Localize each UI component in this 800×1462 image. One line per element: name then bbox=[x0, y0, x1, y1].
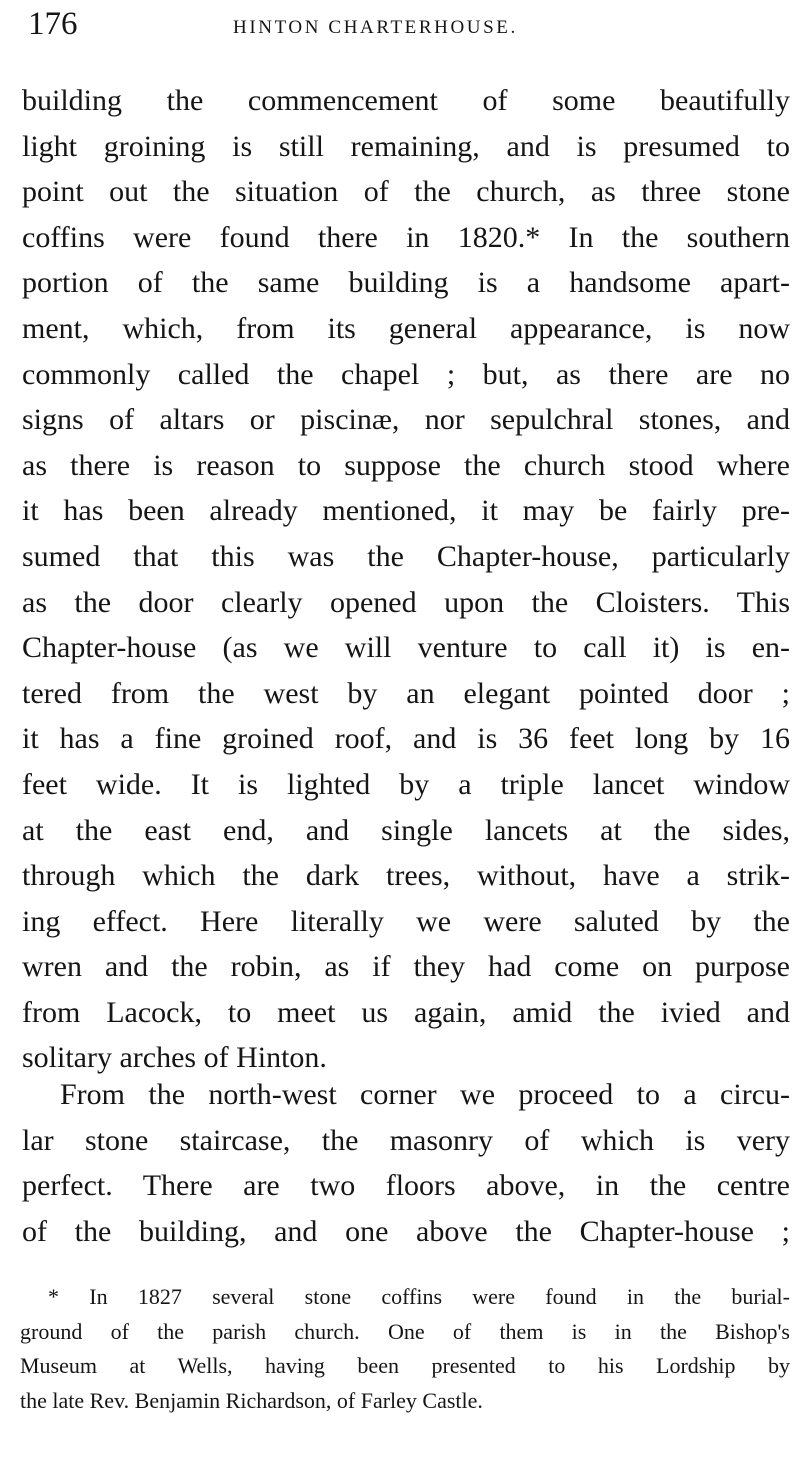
text-line: portion of the same building is a handsome apart- bbox=[22, 266, 790, 300]
text-line: perfect. There are two floors above, in the centre bbox=[22, 1169, 790, 1203]
text-line: commonly called the chapel ; but, as there are no bbox=[22, 357, 790, 391]
text-line: Chapter-house (as we will venture to call it) is en- bbox=[22, 631, 790, 665]
text-line: wren and the robin, as if they had come on purpose bbox=[22, 950, 790, 984]
text-line: building the commencement of some beautifully bbox=[22, 84, 790, 117]
text-line: coffins were found there in 1820.* In the southern bbox=[22, 220, 790, 254]
footnote-line: * In 1827 several stone coffins were found in the burial- bbox=[48, 1284, 790, 1309]
text-line: sumed that this was the Chapter-house, particularly bbox=[22, 539, 790, 573]
text-line: point out the situation of the church, as three stone bbox=[22, 175, 790, 209]
text-line: at the east end, and single lancets at the sides, bbox=[22, 813, 790, 847]
page-number: 176 bbox=[28, 6, 78, 42]
text-line: tered from the west by an elegant pointed door ; bbox=[22, 676, 790, 710]
footnote-line: ground of the parish church. One of them is in the Bishop's bbox=[20, 1318, 790, 1344]
text-line: from Lacock, to meet us again, amid the ivied and bbox=[22, 995, 790, 1029]
text-line: ing effect. Here literally we were saluted by the bbox=[22, 904, 790, 938]
text-line: as the door clearly opened upon the Cloisters. This bbox=[22, 585, 790, 619]
text-line: of the building, and one above the Chapter-house ; bbox=[22, 1214, 790, 1248]
text-line: it has been already mentioned, it may be fairly pre- bbox=[22, 494, 790, 528]
running-head: HINTON CHARTERHOUSE. bbox=[233, 17, 518, 38]
text-line: signs of altars or piscinæ, nor sepulchral stones, and bbox=[22, 403, 790, 437]
text-line: light groining is still remaining, and is presumed to bbox=[22, 129, 790, 163]
text-line: lar stone staircase, the masonry of which is very bbox=[22, 1123, 790, 1157]
text-line: it has a fine groined roof, and is 36 feet long by 16 bbox=[22, 722, 790, 756]
footnote-line: Museum at Wells, having been presented to his Lordship by bbox=[20, 1353, 790, 1378]
text-line: feet wide. It is lighted by a triple lancet window bbox=[22, 767, 790, 801]
page-header bbox=[28, 2, 788, 46]
footnote bbox=[20, 1280, 790, 1418]
text-line: From the north-west corner we proceed to a circu- bbox=[60, 1078, 790, 1111]
paragraph-2 bbox=[22, 1072, 790, 1254]
paragraph-1 bbox=[22, 78, 790, 1081]
footnote-line: the late Rev. Benjamin Richardson, of Farley Castle. bbox=[20, 1387, 483, 1413]
text-line: as there is reason to suppose the church stood where bbox=[22, 448, 790, 482]
text-line: ment, which, from its general appearance, is now bbox=[22, 311, 790, 345]
text-line: through which the dark trees, without, have a strik- bbox=[22, 859, 790, 893]
text-line: solitary arches of Hinton. bbox=[22, 1041, 327, 1075]
